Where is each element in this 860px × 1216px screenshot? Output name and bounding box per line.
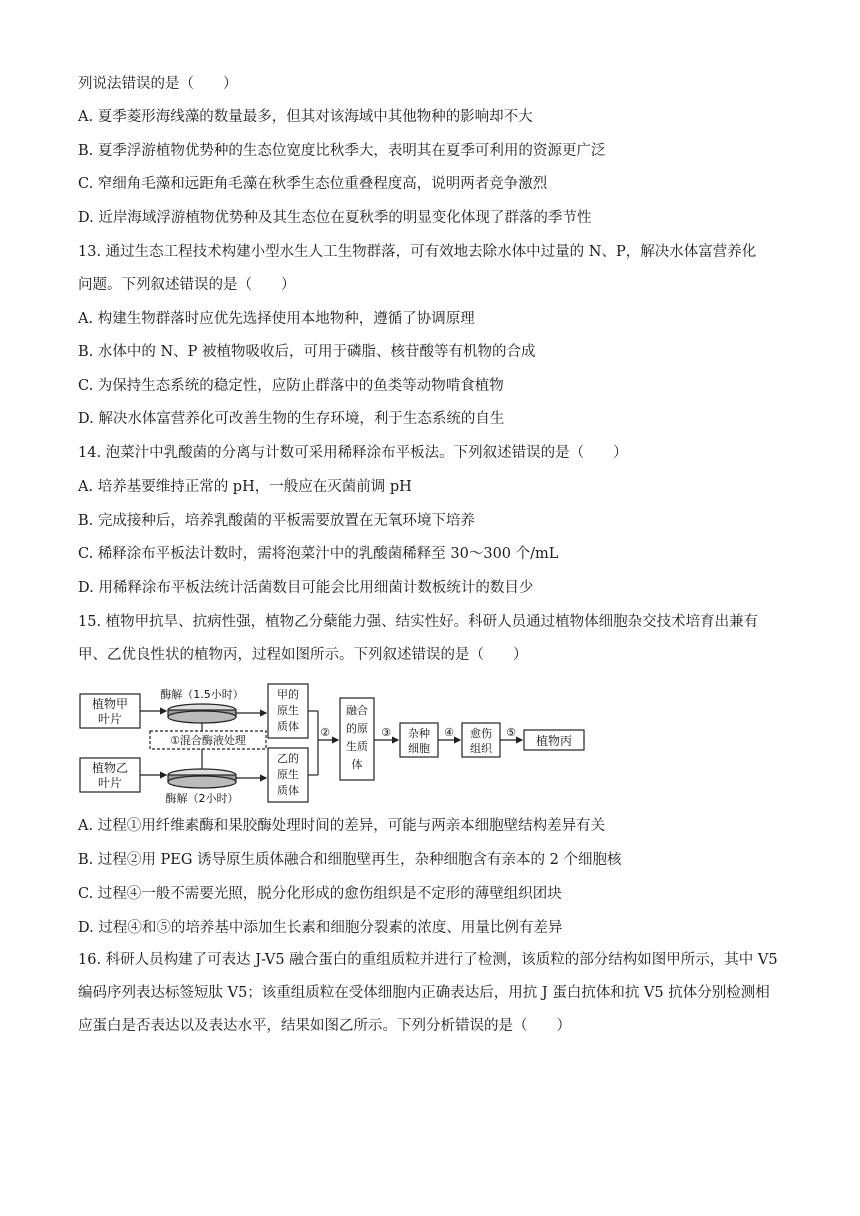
step-4-label: ④ <box>444 726 454 739</box>
option-a: A. 过程①用纤维素酶和果胶酶处理时间的差异，可能与两亲本细胞壁结构差异有关 <box>78 818 606 834</box>
option-b: B. 过程②用 PEG 诱导原生质体融合和细胞壁再生，杂种细胞含有亲本的 2 个细胞核 <box>78 852 622 868</box>
question-13-stem: 问题。下列叙述错误的是（ ） <box>78 277 296 293</box>
callus-label: 愈伤 <box>470 727 492 740</box>
mix-label: ①混合酶液处理 <box>170 734 246 747</box>
fused-label: 生质 <box>346 740 368 753</box>
question-14-stem: 14. 泡菜汁中乳酸菌的分离与计数可采用稀释涂布平板法。下列叙述错误的是（ ） <box>78 445 628 461</box>
option-b: B. 完成接种后，培养乳酸菌的平板需要放置在无氧环境下培养 <box>78 513 475 529</box>
protoplast-b-label: 乙的 <box>277 752 299 765</box>
plant-a-label: 植物甲 <box>91 697 129 711</box>
question-15-stem: 甲、乙优良性状的植物丙，过程如图所示。下列叙述错误的是（ ） <box>78 647 528 663</box>
step-5-label: ⑤ <box>506 726 516 739</box>
option-b: B. 水体中的 N、P 被植物吸收后，可用于磷脂、核苷酸等有机物的合成 <box>78 344 536 360</box>
protoplast-b-label: 质体 <box>277 784 299 797</box>
fused-label: 的原 <box>346 722 368 735</box>
question-13-stem: 13. 通过生态工程技术构建小型水生人工生物群落，可有效地去除水体中过量的 N、P，解决水体富营养化 <box>78 244 757 260</box>
option-d: D. 用稀释涂布平板法统计活菌数目可能会比用细菌计数板统计的数目少 <box>78 580 534 596</box>
hybrid-label: 细胞 <box>408 742 430 755</box>
step-3-label: ③ <box>381 726 391 739</box>
option-c: C. 窄细角毛藻和远距角毛藻在秋季生态位重叠程度高，说明两者竞争激烈 <box>78 176 548 192</box>
fusion-process-diagram <box>78 676 590 806</box>
question-15-stem: 15. 植物甲抗旱、抗病性强，植物乙分蘖能力强、结实性好。科研人员通过植物体细胞杂交技术培育出兼有 <box>78 614 759 630</box>
option-d: D. 过程④和⑤的培养基中添加生长素和细胞分裂素的浓度、用量比例有差异 <box>78 920 563 936</box>
option-a: A. 夏季菱形海线藻的数量最多，但其对该海域中其他物种的影响却不大 <box>78 109 533 125</box>
enzyme-b-label: 酶解（2小时） <box>165 792 239 805</box>
callus-label: 组织 <box>470 742 492 755</box>
question-16-stem: 16. 科研人员构建了可表达 J-V5 融合蛋白的重组质粒并进行了检测，该质粒的部分结构如图甲所示，其中 V5 编码序列表达标签短肽 V5；该重组质粒在受体细胞内正确表达后，用抗 J 蛋白抗体和抗 V5 抗体分别检测相应蛋白是否表达以及表达水平，结果如图乙所示。下列分析错误的是（ ） <box>78 952 778 1034</box>
protoplast-a-label: 原生 <box>277 704 299 717</box>
enzyme-a-label: 酶解（1.5小时） <box>160 688 244 701</box>
option-c: C. 过程④一般不需要光照，脱分化形成的愈伤组织是不定形的薄壁组织团块 <box>78 886 562 902</box>
option-b: B. 夏季浮游植物优势种的生态位宽度比秋季大，表明其在夏季可利用的资源更广泛 <box>78 143 606 159</box>
text-line: 列说法错误的是（ ） <box>78 76 238 92</box>
option-d: D. 解决水体富营养化可改善生物的生存环境，利于生态系统的自生 <box>78 411 505 427</box>
protoplast-a-label: 甲的 <box>277 688 299 701</box>
step-2-label: ② <box>320 726 330 739</box>
option-d: D. 近岸海域浮游植物优势种及其生态位在夏秋季的明显变化体现了群落的季节性 <box>78 210 592 226</box>
plant-c-label: 植物丙 <box>535 734 573 748</box>
plant-b-label: 叶片 <box>97 776 123 790</box>
plant-a-label: 叶片 <box>97 712 123 726</box>
protoplast-b-label: 原生 <box>277 768 299 781</box>
fused-label: 体 <box>351 758 363 771</box>
option-c: C. 稀释涂布平板法计数时，需将泡菜汁中的乳酸菌稀释至 30～300 个/mL <box>78 546 559 562</box>
option-a: A. 构建生物群落时应优先选择使用本地物种，遵循了协调原理 <box>78 311 475 327</box>
protoplast-a-label: 质体 <box>277 720 299 733</box>
option-a: A. 培养基要维持正常的 pH，一般应在灭菌前调 pH <box>78 479 412 495</box>
plant-b-label: 植物乙 <box>91 761 129 775</box>
option-c: C. 为保持生态系统的稳定性，应防止群落中的鱼类等动物啃食植物 <box>78 378 504 394</box>
hybrid-label: 杂种 <box>408 727 430 740</box>
fused-label: 融合 <box>346 704 368 717</box>
